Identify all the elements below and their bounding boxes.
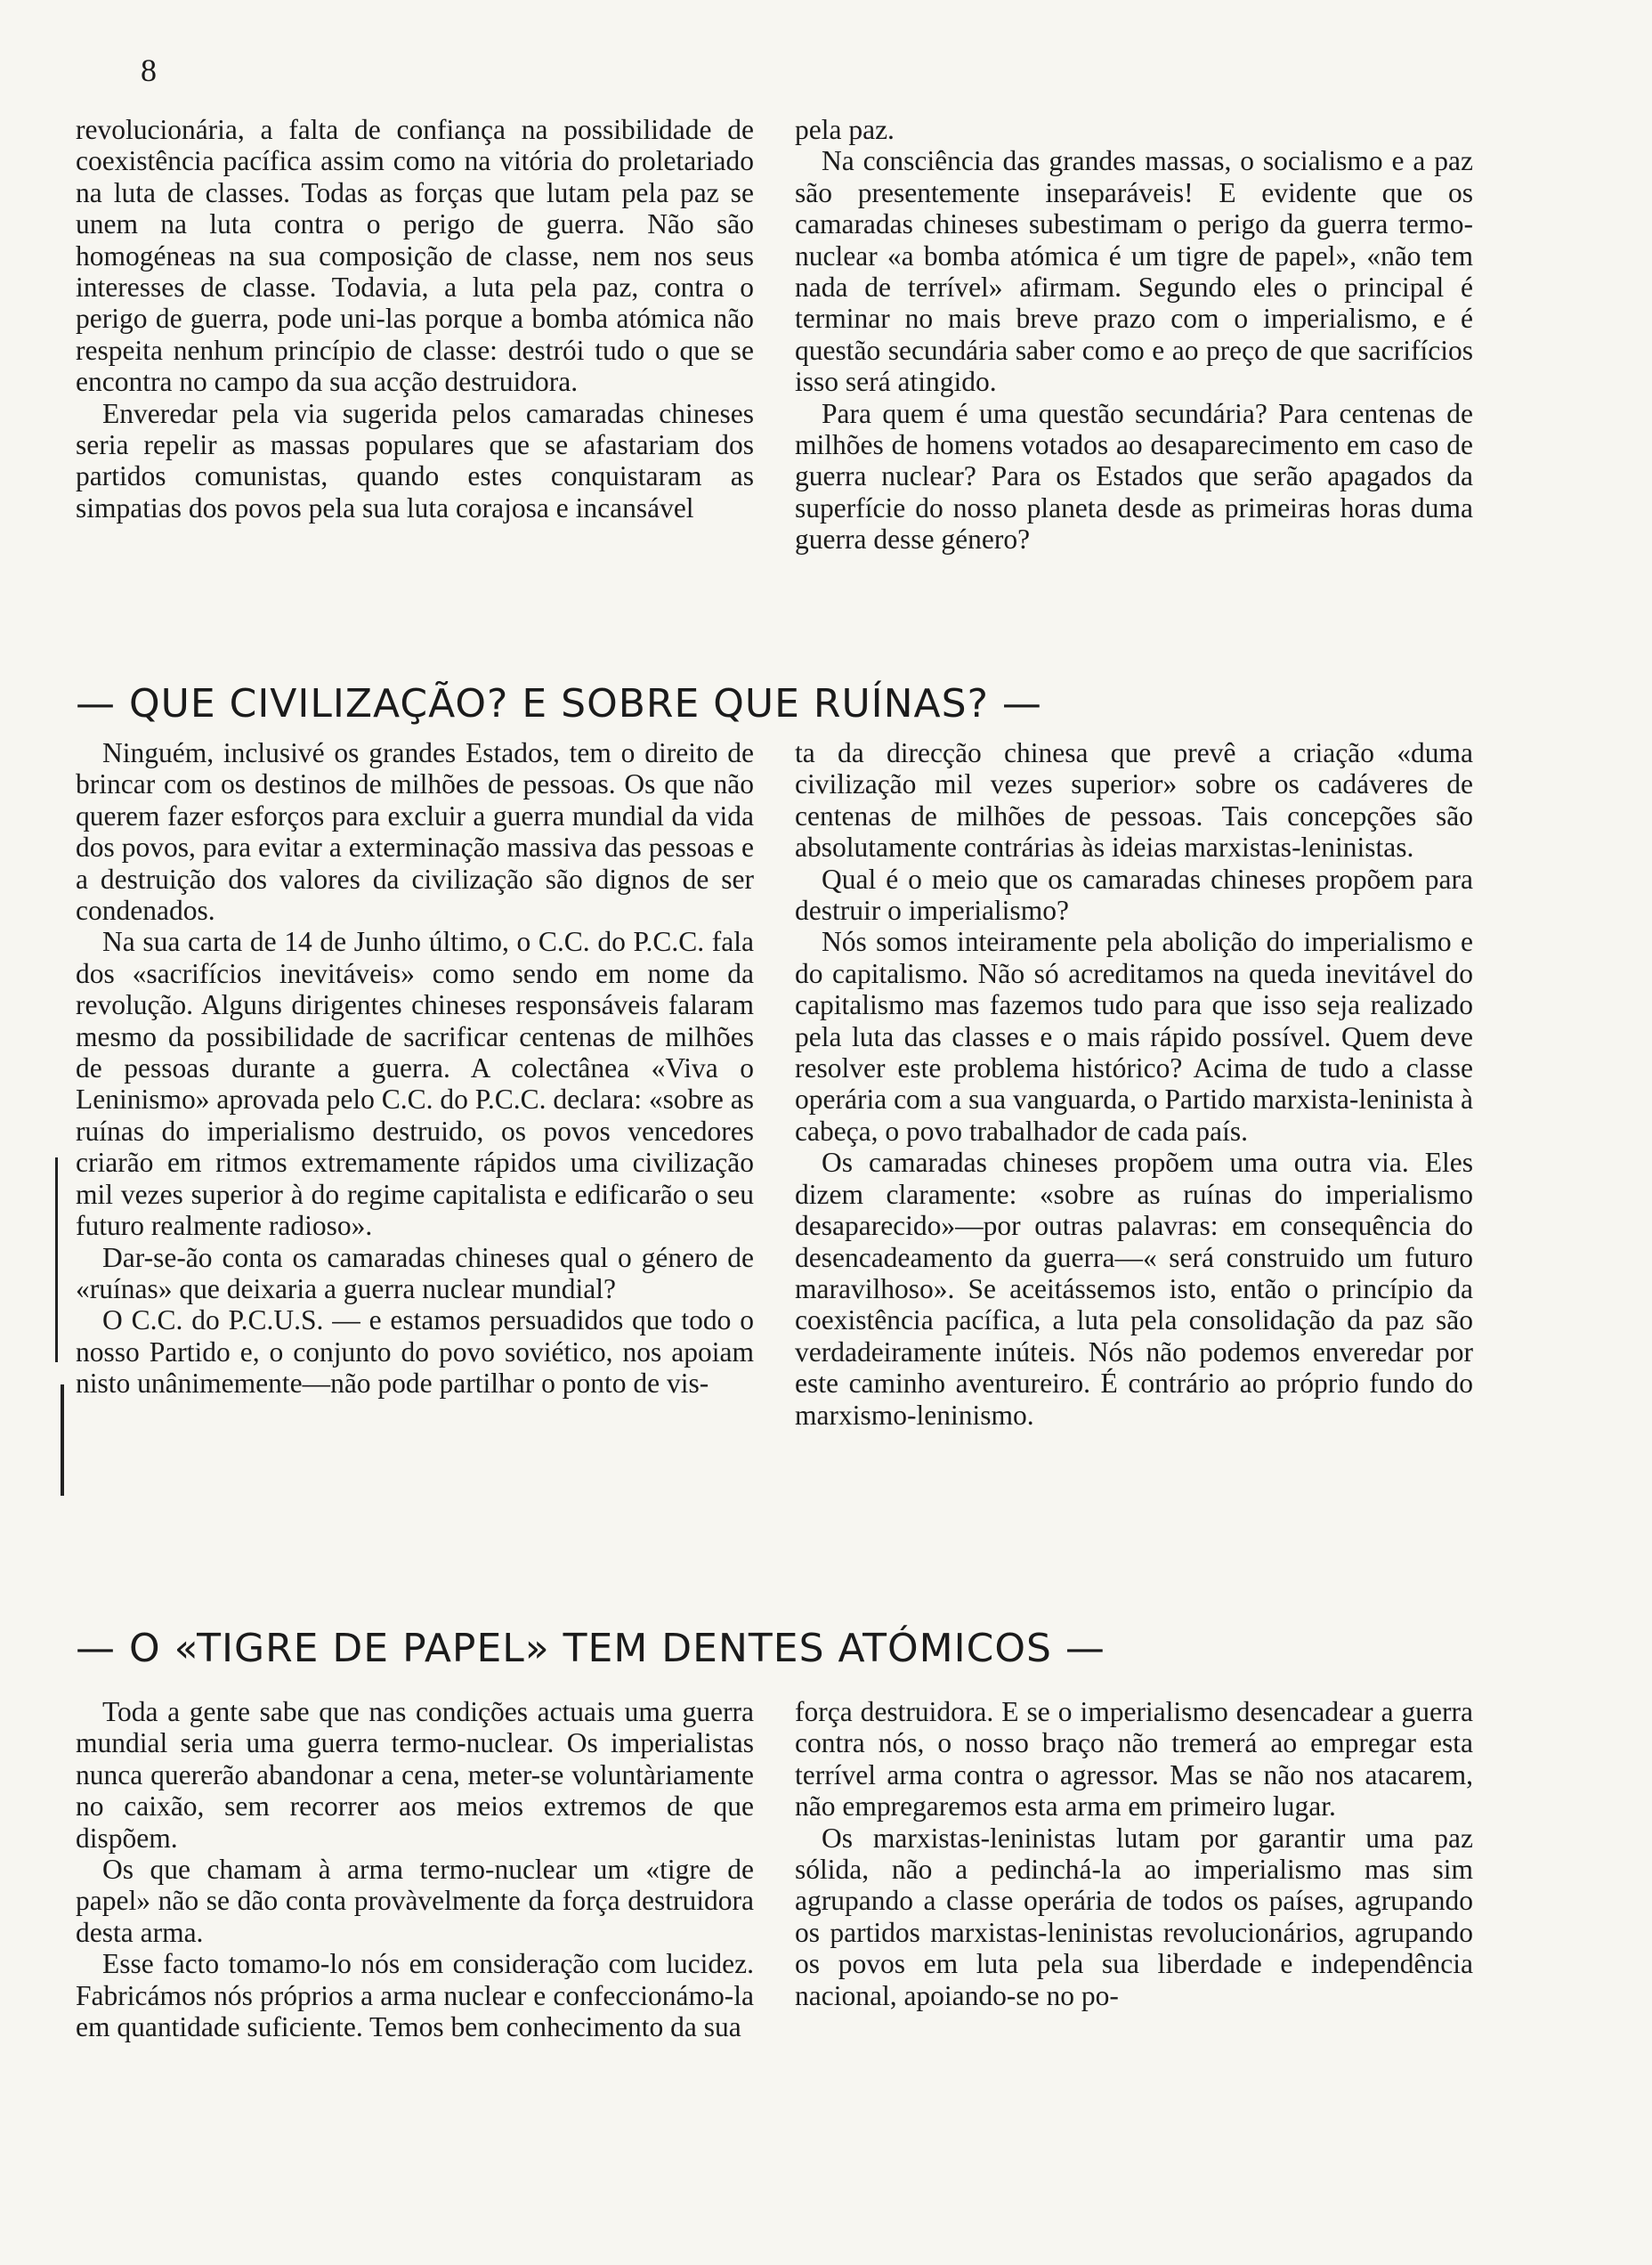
paragraph: força destruidora. E se o imperialismo desencadear a guerra contra nós, o nosso braço não tremerá ao empregar esta terrível arma contra o agressor. Mas se não nos atacarem, não empregaremos esta arma em primeiro lugar. <box>795 1696 1473 1823</box>
paragraph: revolucionária, a falta de confiança na possibilidade de coexistência pacífica assim como na vitória do proletariado na luta de classes. Todas as forças que lutam pela paz se unem na luta contra o perigo de guerra. Não são homogéneas na sua composição de classe, nem nos seus interesses de classe. Todavia, a luta pela paz, contra o perigo de guerra, pode uni-las porque a bomba atómica não respeita nenhum princípio de classe: destrói tudo o que se encontra no campo da sua acção destruidora. <box>76 114 754 398</box>
paragraph: Enveredar pela via sugerida pelos camaradas chineses seria repelir as massas populares que se afastariam dos partidos comunistas, quando estes conquistaram as simpatias dos povos pela sua luta corajosa e incansável <box>76 397 754 524</box>
paragraph: Esse facto tomamo-lo nós em consideração com lucidez. Fabricámos nós próprios a arma nuclear e confeccionámo-la em quantidade suficiente. Temos bem conhecimento da sua <box>76 1948 754 2043</box>
column-right <box>795 737 1473 1619</box>
column-left <box>76 737 754 1619</box>
paragraph: Os que chamam à arma termo-nuclear um «tigre de papel» não se dão conta provàvelmente da força destruidora desta arma. <box>76 1854 754 1948</box>
paragraph: Na consciência das grandes massas, o socialismo e a paz são presentemente inseparáveis! E evidente que os camaradas chineses subestimam o perigo da guerra termo-nuclear «a bomba atómica é um tigre de papel», «não tem nada de terrível» afirmam. Segundo eles o principal é terminar no mais breve prazo com o imperialismo, e é questão secundária saber como e ao preço de que sacrifícios isso será atingido. <box>795 145 1473 398</box>
paragraph: pela paz. <box>795 114 895 145</box>
paragraph: Os camaradas chineses propõem uma outra via. Eles dizem claramente: «sobre as ruínas do imperialismo desaparecido»—por outras palavras: em consequência do desencadeamento da guerra—« será construido um futuro maravilhoso». Se aceitássemos isto, então o princípio da coexistência pacífica, a luta pela consolidação da paz são verdadeiramente inúteis. Nós não podemos enveredar por este caminho aventureiro. É contrário ao próprio fundo do marxismo-leninismo. <box>795 1147 1473 1431</box>
column-left <box>76 1696 754 2230</box>
section-coexistence <box>76 114 1473 666</box>
paragraph: Na sua carta de 14 de Junho último, o C.C. do P.C.C. fala dos «sacrifícios inevitáveis» como sendo em nome da revolução. Alguns dirigentes chineses responsáveis falaram mesmo da possibilidade de sacrificar centenas de milhões de pessoas durante a guerra. A colectânea «Viva o Leninismo» aprovada pelo C.C. do P.C.C. declara: «sobre as ruínas do imperialismo destruido, os povos vencedores criarão em ritmos extremamente rápidos uma civilização mil vezes superior à do regime capitalista e edificarão o seu futuro realmente radioso». <box>76 926 754 1242</box>
paragraph: Nós somos inteiramente pela abolição do imperialismo e do capitalismo. Não só acreditamos na queda inevitável do capitalismo mas fazemos tudo para que isso seja realizado pela luta das classes e o mais rápido possível. Quem deve resolver este problema histórico? Acima de tudo a classe operária com a sua vanguarda, o Partido marxista-leninista à cabeça, o povo trabalhador de cada país. <box>795 926 1473 1147</box>
paragraph: Os marxistas-leninistas lutam por garantir uma paz sólida, não a pedinchá-la ao imperialismo mas sim agrupando a classe operária de todos os países, agrupando os partidos marxistas-leninistas revolucionários, agrupando os povos em luta pela sua liberdade e independência nacional, apoiando-se no po- <box>795 1822 1473 2011</box>
section-civilization <box>76 737 1473 1619</box>
margin-mark <box>61 1384 64 1496</box>
paragraph: Toda a gente sabe que nas condições actuais uma guerra mundial seria uma guerra termo-nuclear. Os imperialistas nunca quererão abandonar a cena, meter-se voluntàriamente no caixão, sem recorrer aos meios extremos de que dispõem. <box>76 1696 754 1854</box>
section-heading-civilization: — QUE CIVILIZAÇÃO? E SOBRE QUE RUÍNAS? — <box>76 681 1042 727</box>
column-right <box>795 114 1473 666</box>
paragraph: Ninguém, inclusivé os grandes Estados, tem o direito de brincar com os destinos de milhões de pessoas. Os que não querem fazer esforços para excluir a guerra mundial da vida dos povos, para evitar a exterminação massiva das pessoas e a destruição dos valores da civilização são dignos de ser condenados. <box>76 737 754 927</box>
paragraph: O C.C. do P.C.U.S. — e estamos persuadidos que todo o nosso Partido e, o conjunto do povo soviético, nos apoiam nisto unânimemente—não pode partilhar o ponto de vis- <box>76 1304 754 1400</box>
page-number: 8 <box>141 53 157 88</box>
column-right <box>795 1696 1473 2230</box>
paragraph: Dar-se-ão conta os camaradas chineses qual o género de «ruínas» que deixaria a guerra nuclear mundial? <box>76 1241 754 1304</box>
paragraph: Qual é o meio que os camaradas chineses propõem para destruir o imperialismo? <box>795 863 1473 927</box>
paragraph: Para quem é uma questão secundária? Para centenas de milhões de homens votados ao desaparecimento em caso de guerra nuclear? Para os Estados que serão apagados da superfície do nosso planeta desde as primeiras horas duma guerra desse género? <box>795 397 1473 556</box>
column-left <box>76 114 754 666</box>
section-paper-tiger <box>76 1696 1473 2230</box>
margin-mark <box>55 1157 58 1362</box>
paragraph: ta da direcção chinesa que prevê a criação «duma civilização mil vezes superior» sobre os cadáveres de centenas de milhões de pessoas. Tais concepções são absolutamente contrárias às ideias marxistas-leninistas. <box>795 737 1473 864</box>
section-heading-paper-tiger: — O «TIGRE DE PAPEL» TEM DENTES ATÓMICOS — <box>76 1626 1105 1671</box>
